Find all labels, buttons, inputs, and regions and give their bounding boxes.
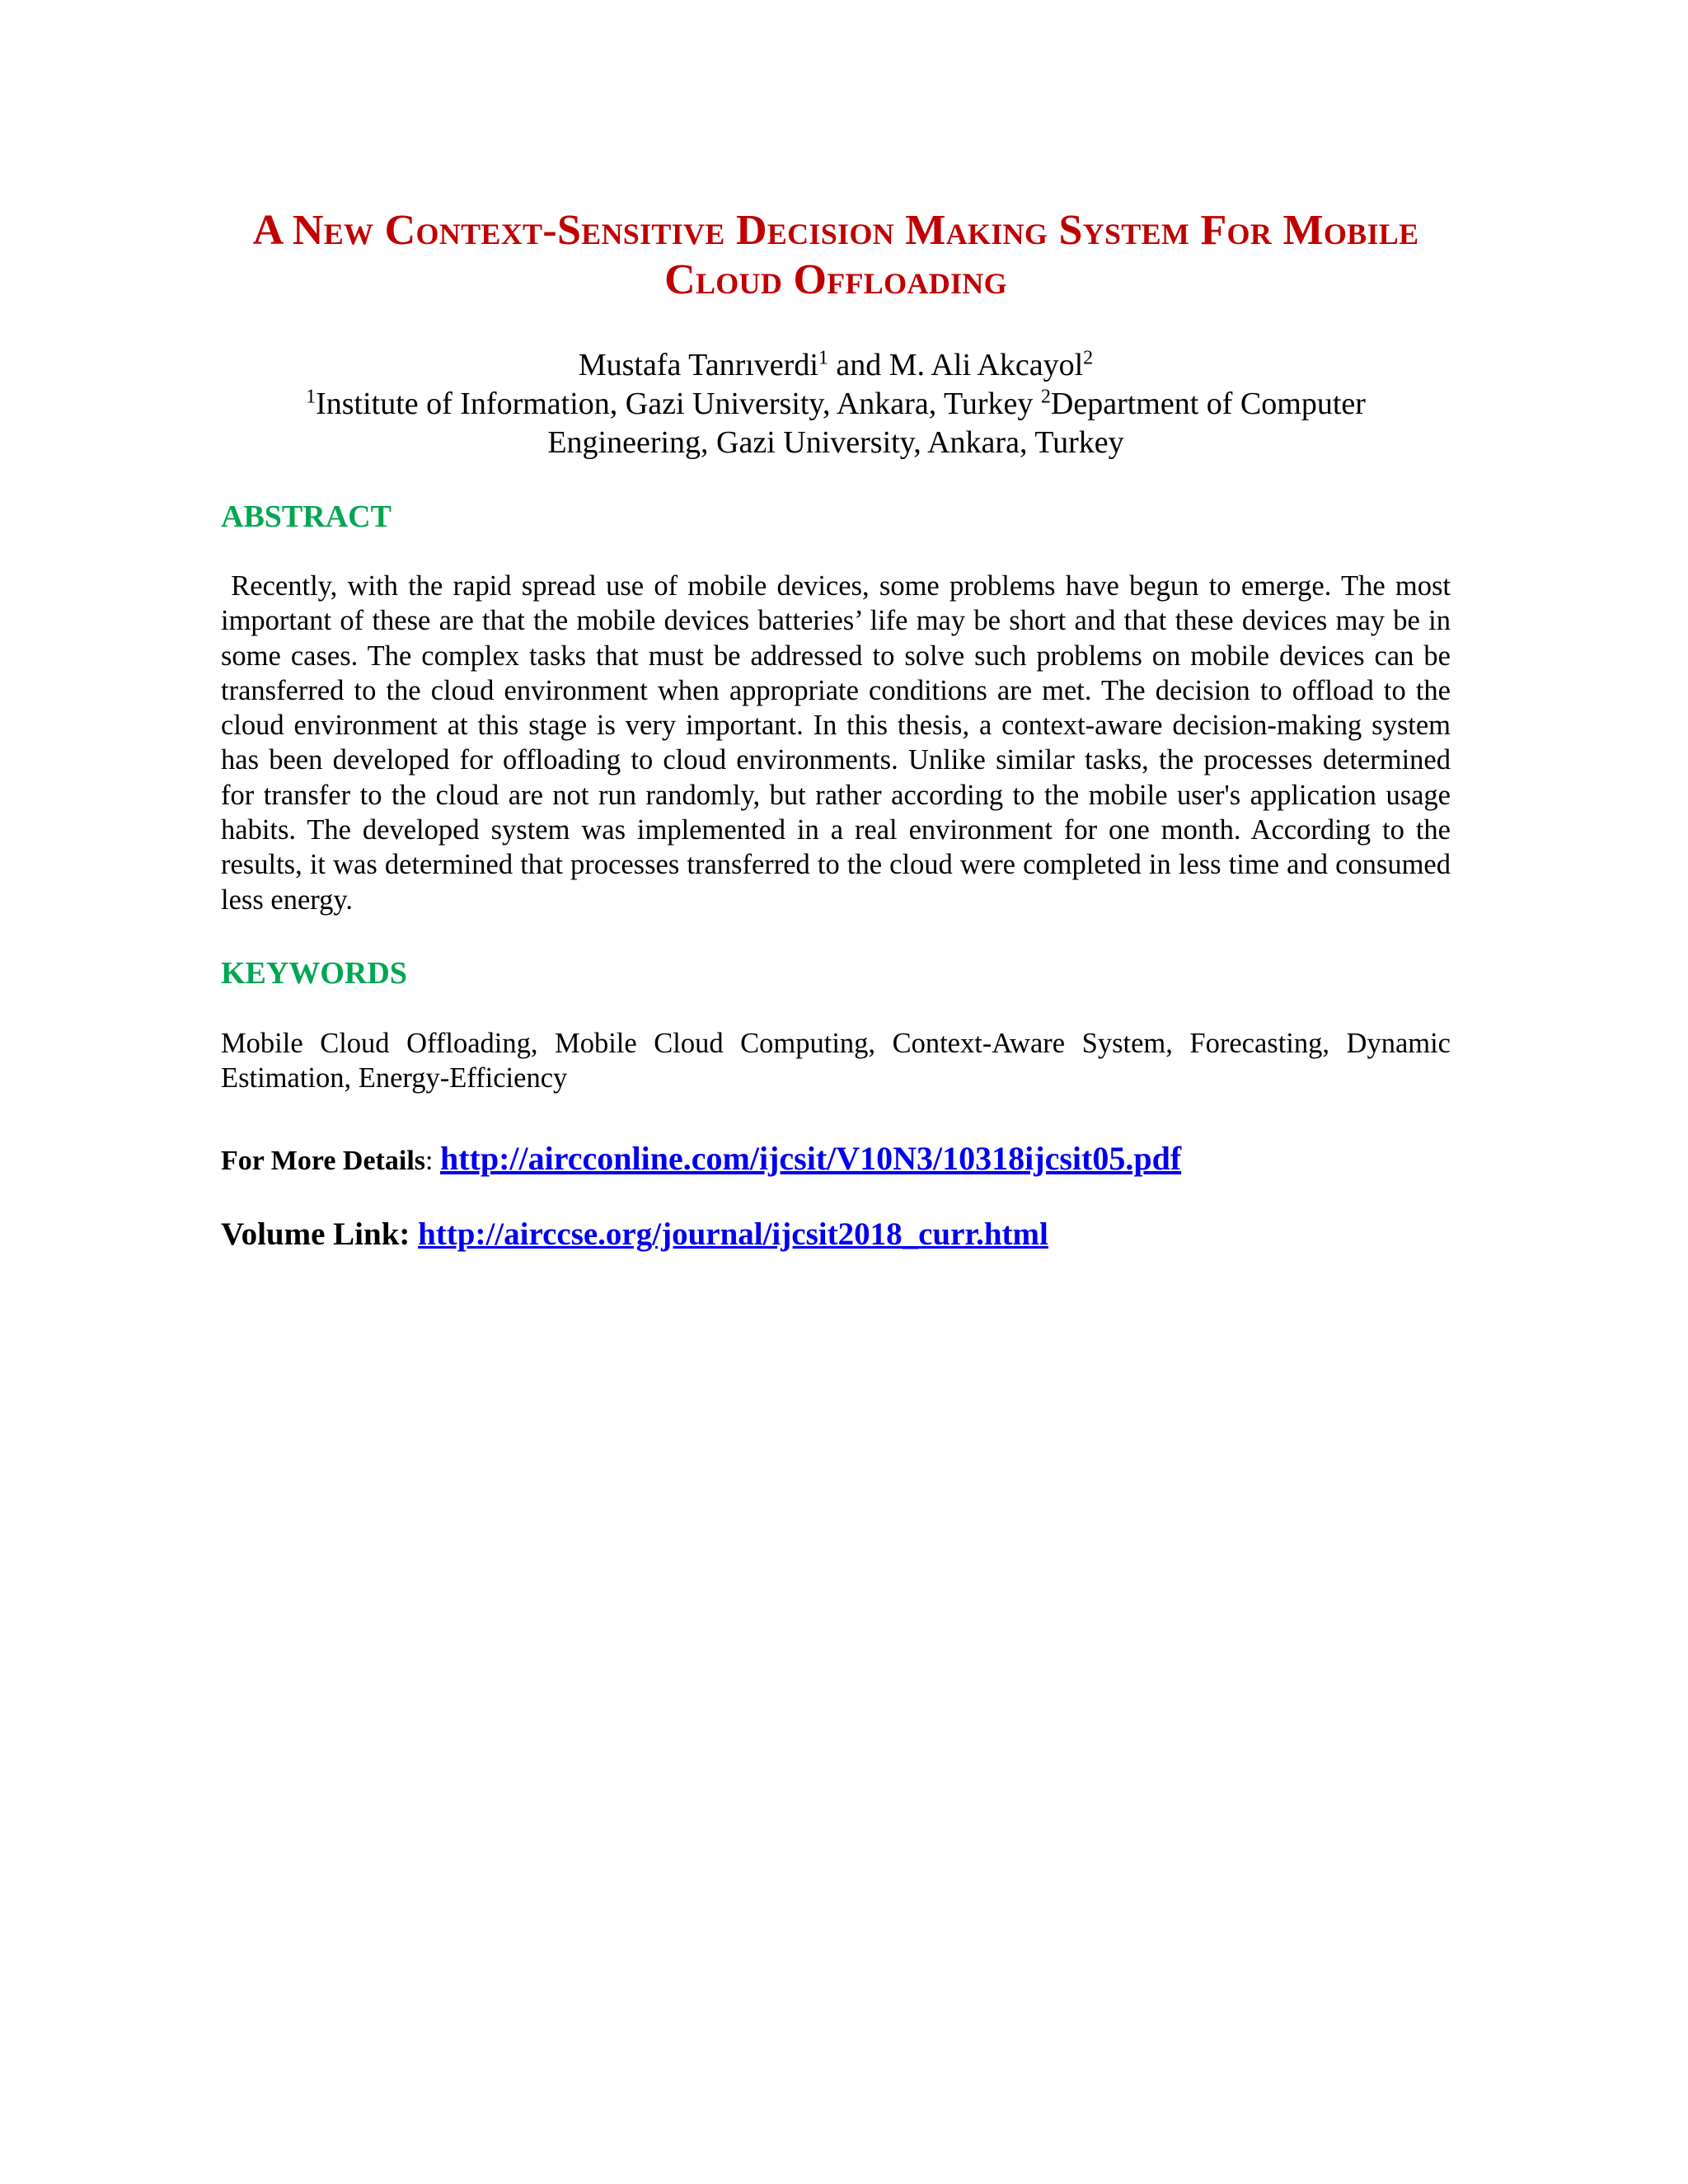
affiliation-marker: 1 [306, 386, 316, 408]
more-details-separator: : [425, 1145, 440, 1176]
volume-link-line [221, 1216, 1451, 1254]
keywords-text: Mobile Cloud Offloading, Mobile Cloud Computing, Context-Aware System, Forecasting, Dynamic Estimation, Energy-Efficiency [221, 1027, 1451, 1094]
author-affiliation-marker: 1 [818, 347, 828, 369]
more-details-label: For More Details [221, 1145, 425, 1176]
volume-link-label: Volume Link: [221, 1216, 419, 1252]
affiliation-marker: 2 [1040, 386, 1051, 408]
keywords-heading: KEYWORDS [221, 955, 407, 991]
affiliation-2-line-1: Department of Computer [1050, 387, 1366, 421]
author-affiliation-marker: 2 [1083, 347, 1094, 369]
affiliation-1: Institute of Information, Gazi University, Ankara, Turkey [316, 387, 1041, 421]
paper-page [221, 206, 1451, 1254]
paper-title [221, 206, 1451, 305]
abstract-body: Recently, with the rapid spread use of mobile devices, some problems have begun to emerge. The most important of these are that the mobile devices batteries’ life may be short and that these devices may be in some cases. The complex tasks that must be addressed to solve such problems on mobile devices can be transferred to the cloud environment when appropriate conditions are met. The decision to offload to the cloud environment at this stage is very important. In this thesis, a context-aware decision-making system has been developed for offloading to cloud environments. Unlike similar tasks, the processes determined for transfer to the cloud are not run randomly, but rather according to the mobile user's application usage habits. The developed system was implemented in a real environment for one month. According to the results, it was determined that processes transferred to the cloud were completed in less time and consumed less energy. [221, 570, 1451, 916]
affiliations [221, 385, 1451, 462]
author-name: M. Ali Akcayol [889, 348, 1084, 382]
volume-link[interactable]: http://airccse.org/journal/ijcsit2018_curr.html [418, 1216, 1048, 1252]
affiliation-2-line-2: Engineering, Gazi University, Ankara, Turkey [547, 425, 1124, 460]
author-connector: and [828, 348, 889, 382]
author-name: Mustafa Tanrıverdi [578, 348, 818, 382]
more-details-line [221, 1141, 1451, 1179]
abstract-heading: ABSTRACT [221, 499, 392, 534]
abstract-text [221, 569, 1451, 917]
paper-title-line-1: A New Context-Sensitive Decision Making System For Mobile [252, 207, 1419, 254]
more-details-link[interactable]: http://aircconline.com/ijcsit/V10N3/10318ijcsit05.pdf [439, 1139, 1182, 1177]
author-list [221, 346, 1451, 385]
paper-title-line-2: Cloud Offloading [664, 256, 1007, 303]
